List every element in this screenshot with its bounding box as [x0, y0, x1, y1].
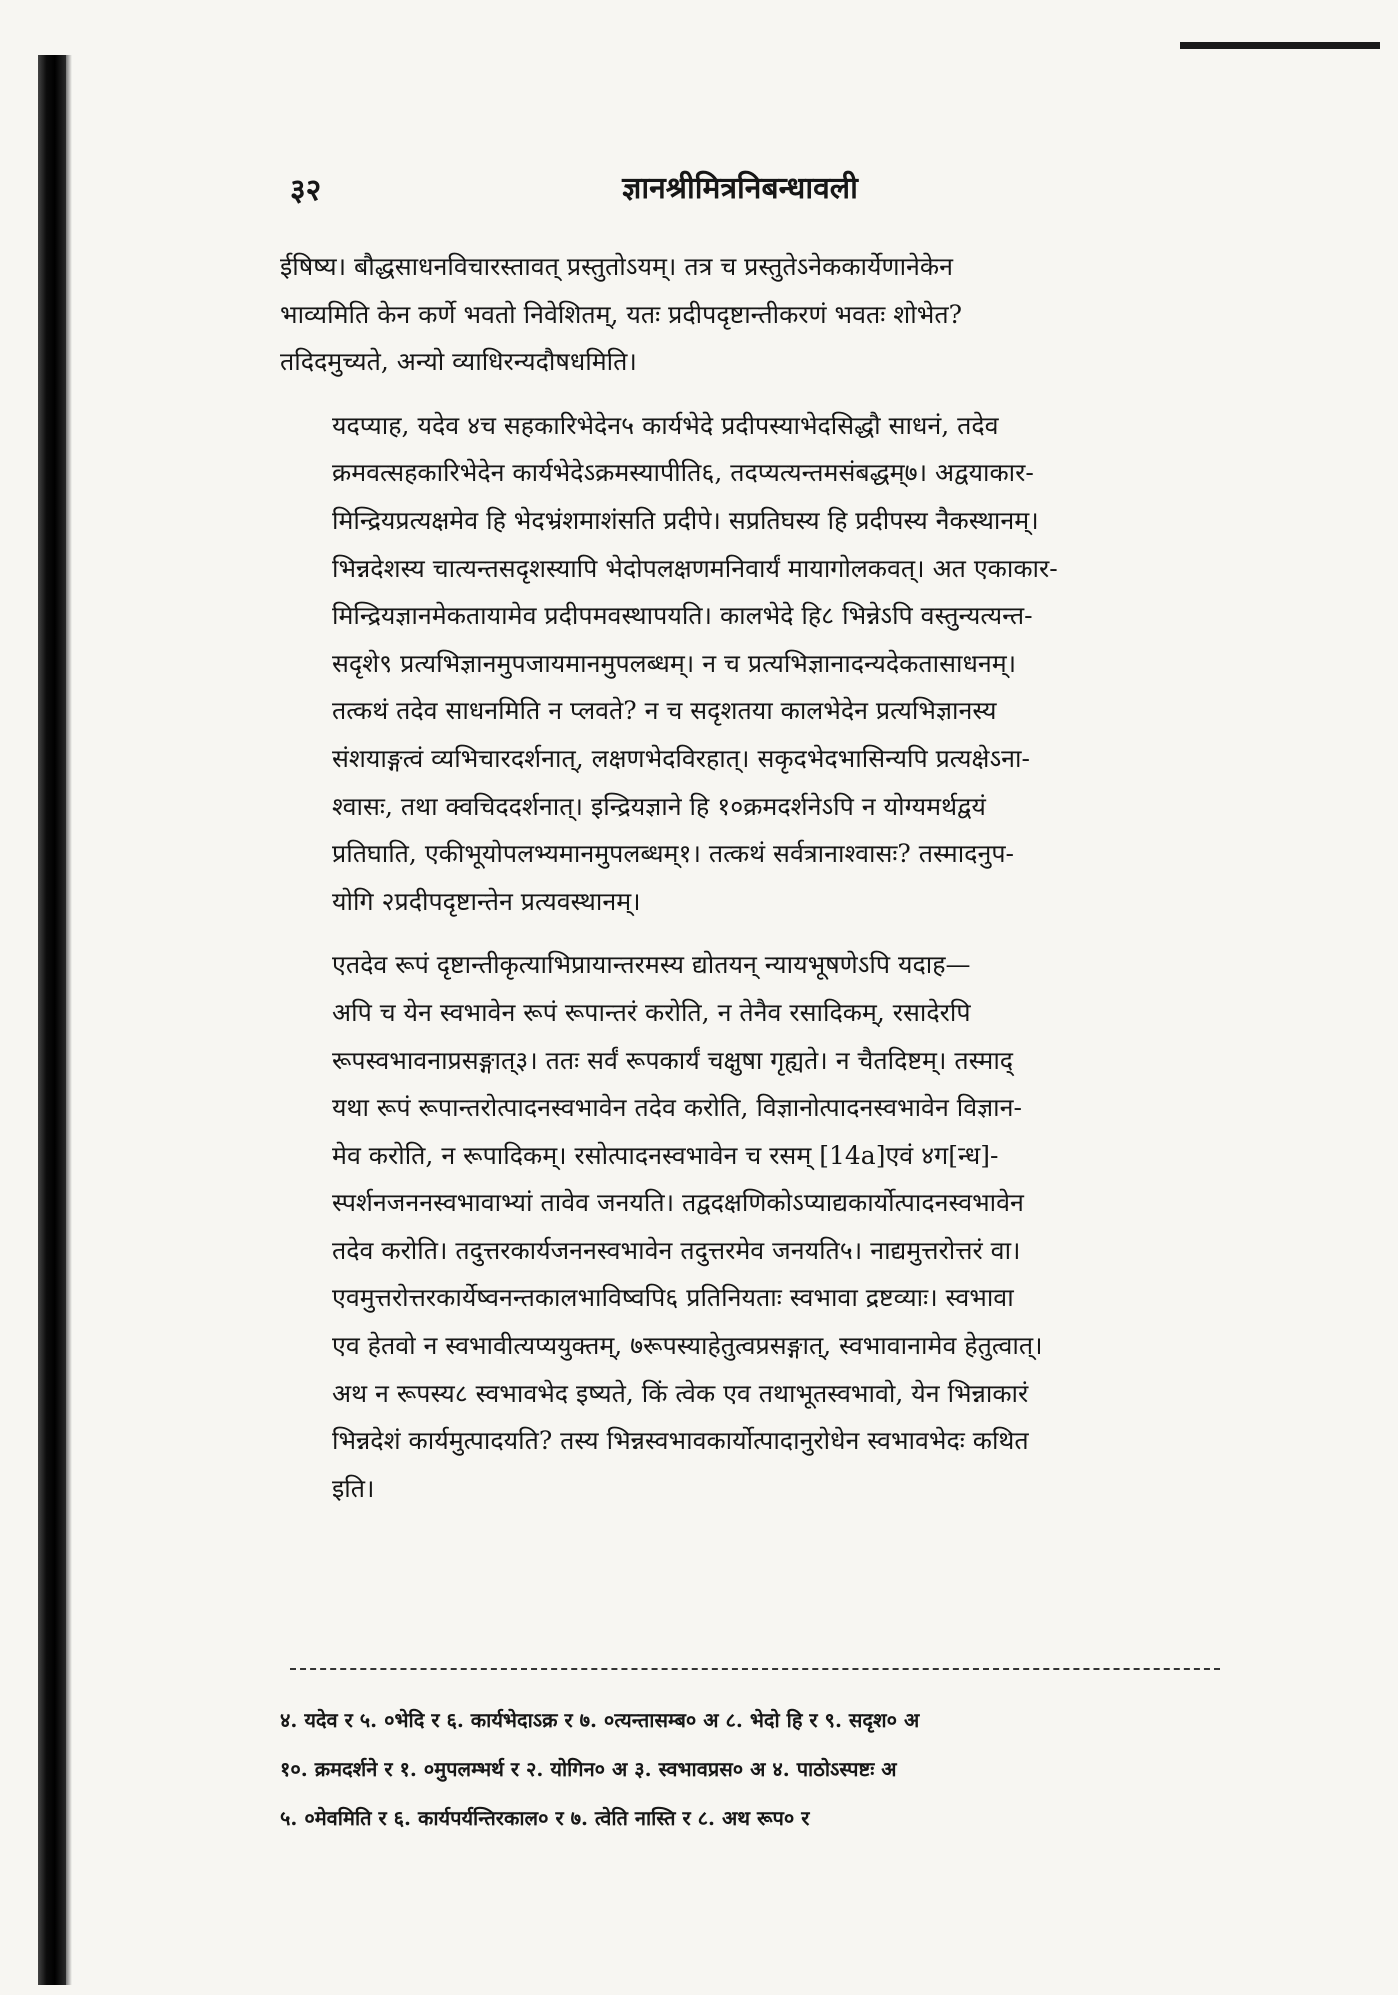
- footnote-line: ५. ०मेवमिति र ६. कार्यपर्यन्तिरकाल० र ७. त्वेति नास्ति र ८. अथ रूप० र: [280, 1806, 810, 1830]
- text-line: भिन्नदेशं कार्यमुत्पादयति? तस्य भिन्नस्वभावकार्योत्पादानुरोधेन स्वभावभेदः कथित: [332, 1426, 1029, 1456]
- paragraph-1: [280, 243, 1242, 386]
- text-line: प्रतिघाति, एकीभूयोपलभ्यमानमुपलब्धम्१। तत्कथं सर्वत्रानाश्वासः? तस्मादनुप-: [332, 839, 1014, 869]
- text-line: भाव्यमिति केन कर्णे भवतो निवेशितम्, यतः प्रदीपदृष्टान्तीकरणं भवतः शोभेत?: [280, 299, 962, 329]
- binding-edge: [66, 55, 72, 1985]
- footnote-line: ४. यदेव र ५. ०भेदि र ६. कार्यभेदाऽक्र र ७. ०त्यन्तासम्ब० अ ८. भेदो हि र ९. सदृश० अ: [280, 1708, 920, 1732]
- book-binding-shadow: [38, 55, 66, 1985]
- body-text: [280, 243, 1242, 1528]
- page-number: ३२: [290, 173, 322, 208]
- text-line: श्वासः, तथा क्वचिददर्शनात्। इन्द्रियज्ञाने हि १०क्रमदर्शनेऽपि न योग्यमर्थद्वयं: [332, 791, 986, 821]
- text-line: भिन्नदेशस्य चात्यन्तसदृशस्यापि भेदोपलक्षणमनिवार्यं मायागोलकवत्। अत एकाकार-: [332, 553, 1058, 583]
- footnote-divider: [290, 1668, 1220, 1670]
- top-edge-mark: [1180, 42, 1380, 49]
- paragraph-3: [280, 941, 1242, 1512]
- footnotes: [280, 1696, 1240, 1843]
- running-title: ज्ञानश्रीमित्रनिबन्धावली: [622, 171, 858, 206]
- text-line: रूपस्वभावनाप्रसङ्गात्३। ततः सर्वं रूपकार्यं चक्षुषा गृह्यते। न चैतदिष्टम्। तस्माद्: [332, 1045, 1014, 1075]
- text-line: ईषिष्य। बौद्धसाधनविचारस्तावत् प्रस्तुतोऽयम्। तत्र च प्रस्तुतेऽनेककार्येणानेकेन: [280, 252, 954, 281]
- text-line: अपि च येन स्वभावेन रूपं रूपान्तरं करोति, न तेनैव रसादिकम्, रसादेरपि: [332, 997, 971, 1027]
- text-line: इति।: [332, 1473, 375, 1503]
- text-line: यथा रूपं रूपान्तरोत्पादनस्वभावेन तदेव करोति, विज्ञानोत्पादनस्वभावेन विज्ञान-: [332, 1093, 1022, 1123]
- text-line: एव हेतवो न स्वभावीत्यप्ययुक्तम्, ७रूपस्याहेतुत्वप्रसङ्गात्, स्वभावानामेव हेतुत्वात्।: [332, 1331, 1043, 1361]
- text-line: स्पर्शनजननस्वभावाभ्यां तावेव जनयति। तद्वदक्षणिकोऽप्याद्यकार्योत्पादनस्वभावेन: [332, 1188, 1024, 1218]
- text-line: तदेव करोति। तदुत्तरकार्यजननस्वभावेन तदुत्तरमेव जनयति५। नाद्यमुत्तरोत्तरं वा।: [332, 1235, 1021, 1265]
- text-line: मिन्द्रियप्रत्यक्षमेव हि भेदभ्रंशमाशंसति प्रदीपे। सप्रतिघस्य हि प्रदीपस्य नैकस्थानम्।: [332, 505, 1039, 535]
- text-line: एतदेव रूपं दृष्टान्तीकृत्याभिप्रायान्तरमस्य द्योतयन् न्यायभूषणेऽपि यदाह—: [332, 950, 971, 980]
- text-line: संशयाङ्गत्वं व्यभिचारदर्शनात्, लक्षणभेदविरहात्। सकृदभेदभासिन्यपि प्रत्यक्षेऽना-: [332, 743, 1030, 773]
- text-line: योगि २प्रदीपदृष्टान्तेन प्रत्यवस्थानम्।: [332, 886, 641, 916]
- text-line: एवमुत्तरोत्तरकार्येष्वनन्तकालभाविष्वपि६ प्रतिनियताः स्वभावा द्रष्टव्याः। स्वभावा: [332, 1283, 1014, 1313]
- footnote-line: १०. क्रमदर्शने र १. ०मुपलम्भर्थ र २. योगिन० अ ३. स्वभावप्रस० अ ४. पाठोऽस्पष्टः अ: [280, 1757, 897, 1781]
- text-line: मिन्द्रियज्ञानमेकतायामेव प्रदीपमवस्थापयति। कालभेदे हि८ भिन्नेऽपि वस्तुन्यत्यन्त-: [332, 601, 1033, 631]
- text-line: तत्कथं तदेव साधनमिति न प्लवते? न च सदृशतया कालभेदेन प्रत्यभिज्ञानस्य: [332, 696, 997, 726]
- paragraph-2: [280, 402, 1242, 926]
- text-line: अथ न रूपस्य८ स्वभावभेद इष्यते, किं त्वेक एव तथाभूतस्वभावो, येन भिन्नाकारं: [332, 1378, 1029, 1408]
- text-line: मेव करोति, न रूपादिकम्। रसोत्पादनस्वभावेन च रसम् [14a]एवं ४ग[न्ध]-: [332, 1140, 999, 1170]
- text-line: तदिदमुच्यते, अन्यो व्याधिरन्यदौषधमिति।: [280, 347, 637, 377]
- text-line: क्रमवत्सहकारिभेदेन कार्यभेदेऽक्रमस्यापीति६, तदप्यत्यन्तमसंबद्धम्७। अद्वयाकार-: [332, 458, 1034, 488]
- text-line: सदृशे९ प्रत्यभिज्ञानमुपजायमानमुपलब्धम्। न च प्रत्यभिज्ञानादन्यदेकतासाधनम्।: [332, 648, 1017, 678]
- text-line: यदप्याह, यदेव ४च सहकारिभेदेन५ कार्यभेदे प्रदीपस्याभेदसिद्धौ साधनं, तदेव: [332, 410, 999, 440]
